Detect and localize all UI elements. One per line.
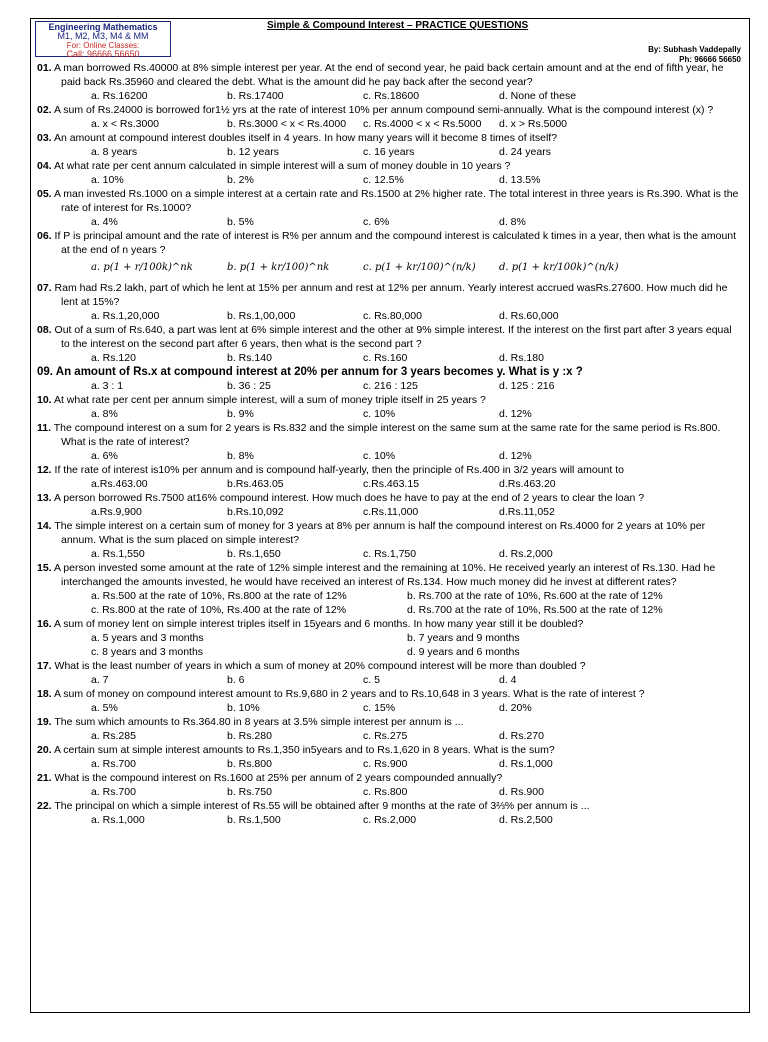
question-item [37, 229, 741, 257]
question-item [37, 715, 741, 729]
option-d: d. 13.5% [499, 174, 541, 186]
question-item [37, 519, 741, 547]
option-c: c. 5 [363, 674, 380, 686]
option-row [37, 477, 741, 491]
option-a: a. Rs.700 [91, 758, 136, 770]
option-c: c. 6% [363, 216, 390, 228]
option-c: c. 16 years [363, 146, 415, 158]
question-number: 15. [37, 562, 52, 574]
question-item [37, 187, 741, 215]
option-c: c. Rs.275 [363, 730, 408, 742]
question-list [31, 61, 749, 827]
author-phone: Ph: 96666 56650 [679, 55, 741, 64]
option-c: c.Rs.463.15 [363, 478, 420, 490]
option-row [37, 117, 741, 131]
option-c: c.Rs.11,000 [363, 506, 419, 518]
option-c: c. Rs.4000 < x < Rs.5000 [363, 118, 482, 130]
option-c: c. 10% [363, 408, 396, 420]
option-c: c. 8 years and 3 months [91, 646, 204, 658]
course-logo [35, 21, 171, 57]
option-d: d. 24 years [499, 146, 551, 158]
author-name: By: Subhash Vaddepally [648, 45, 741, 54]
option-d: d. Rs.900 [499, 786, 544, 798]
option-row [37, 173, 741, 187]
question-number: 02. [37, 104, 52, 116]
question-number: 17. [37, 660, 52, 672]
question-number: 16. [37, 618, 52, 630]
question-number: 20. [37, 744, 52, 756]
question-text: If the rate of interest is10% per annum and is compound half-yearly, then the principle of Rs.400 in 3/2 years will amount to [54, 464, 624, 476]
option-c: c. p(1 + kr/100)^(n/k) [363, 262, 476, 273]
option-a: a. Rs.500 at the rate of 10%, Rs.800 at the rate of 12% [91, 590, 347, 602]
question-number: 14. [37, 520, 52, 532]
option-b: b. 7 years and 9 months [407, 632, 520, 644]
option-row [37, 351, 741, 365]
question-text: An amount of Rs.x at compound interest at 20% per annum for 3 years becomes y. What is y :x ? [55, 366, 583, 378]
option-d: d. None of these [499, 90, 577, 102]
page-title: Simple & Compound Interest – PRACTICE QUESTIONS [267, 20, 529, 31]
option-d: d. 4 [499, 674, 517, 686]
question-item [37, 687, 741, 701]
option-b: b. Rs.140 [227, 352, 272, 364]
question-text: A sum of money on compound interest amount to Rs.9,680 in 2 years and to Rs.10,648 in 3 years. What is the rate of interest ? [53, 688, 645, 700]
option-c: c. 216 : 125 [363, 380, 418, 392]
option-b: b. Rs.1,00,000 [227, 310, 296, 322]
question-number: 11. [37, 422, 52, 434]
question-number: 12. [37, 464, 52, 476]
option-row [37, 547, 741, 561]
question-item [37, 491, 741, 505]
question-text: A certain sum at simple interest amounts to Rs.1,350 in5years and to Rs.1,620 in 8 years. What is the sum? [53, 744, 555, 756]
question-number: 10. [37, 394, 52, 406]
option-b: b. 9% [227, 408, 254, 420]
question-number: 08. [37, 324, 52, 336]
option-row [37, 449, 741, 463]
question-text: The sum which amounts to Rs.364.80 in 8 years at 3.5% simple interest per annum is ... [54, 716, 464, 728]
question-item [37, 365, 741, 379]
option-d: d. x > Rs.5000 [499, 118, 567, 130]
option-d: d. Rs.2,500 [499, 814, 553, 826]
option-d: d.Rs.463.20 [499, 478, 556, 490]
question-item [37, 659, 741, 673]
option-c: c. Rs.160 [363, 352, 408, 364]
logo-line-2: M1, M2, M3, M4 & MM [57, 31, 149, 41]
question-item [37, 799, 741, 813]
option-d: d. p(1 + kr/100k)^(n/k) [499, 262, 619, 273]
option-b: b. Rs.17400 [227, 90, 284, 102]
option-c: c. 12.5% [363, 174, 404, 186]
option-a: a. Rs.1,000 [91, 814, 145, 826]
option-d: d. 8% [499, 216, 526, 228]
option-d: d. Rs.180 [499, 352, 544, 364]
option-a: a. Rs.16200 [91, 90, 148, 102]
option-row [37, 729, 741, 743]
question-item [37, 103, 741, 117]
question-text: The principal on which a simple interest of Rs.55 will be obtained after 9 months at the rate of 3⅔% per annum is ... [54, 800, 590, 812]
option-d: d. Rs.1,000 [499, 758, 553, 770]
question-number: 06. [37, 230, 52, 242]
option-a: a. p(1 + r/100k)^nk [91, 262, 193, 273]
option-b: b. Rs.280 [227, 730, 272, 742]
option-a: a. Rs.1,550 [91, 548, 145, 560]
option-row [37, 757, 741, 771]
option-a: a. Rs.1,20,000 [91, 310, 160, 322]
option-a: a. Rs.120 [91, 352, 136, 364]
question-text: A person invested some amount at the rate of 12% simple interest and the remaining at 10%. He received yearly an interest of Rs.130. Had he interchanged the amounts invested, he would have received an interest of Rs.134. How much money did he invest at different rates? [53, 562, 716, 588]
question-number: 01. [37, 62, 52, 74]
option-b: b. p(1 + kr/100)^nk [227, 262, 330, 273]
question-text: A man invested Rs.1000 on a simple interest at a certain rate and Rs.1500 at 2% higher rate. The total interest in three years is Rs.390. What is the rate of interest for Rs.1000? [53, 188, 739, 214]
option-d: d. 125 : 216 [499, 380, 555, 392]
option-d: d. 12% [499, 450, 532, 462]
question-number: 03. [37, 132, 52, 144]
option-d: d. 9 years and 6 months [407, 646, 520, 658]
option-d: d. Rs.60,000 [499, 310, 559, 322]
option-a: a. x < Rs.3000 [91, 118, 159, 130]
option-row [37, 813, 741, 827]
question-number: 21. [37, 772, 52, 784]
question-text: Out of a sum of Rs.640, a part was lent at 6% simple interest and the other at 9% simple interest. If the interest on the first part after 3 years equal to the interest on the second part after 6 years, then what is the second part ? [54, 324, 732, 350]
option-a: a.Rs.463.00 [91, 478, 148, 490]
option-b: b. Rs.3000 < x < Rs.4000 [227, 118, 347, 130]
option-b: b. 12 years [227, 146, 279, 158]
question-text: The simple interest on a certain sum of money for 3 years at 8% per annum is half the compound interest on Rs.4000 for 2 years at 10% per annum. What is the sum placed on simple interest? [54, 520, 706, 546]
option-d: d.Rs.11,052 [499, 506, 555, 518]
author-info [648, 45, 741, 65]
option-b: b. 2% [227, 174, 254, 186]
worksheet-page [30, 18, 750, 1013]
option-a: a. 10% [91, 174, 124, 186]
question-text: A sum of Rs.24000 is borrowed for1½ yrs at the rate of interest 10% per annum compound semi-annually. What is the compound interest (x) ? [53, 104, 714, 116]
question-item [37, 463, 741, 477]
question-text: What is the least number of years in which a sum of money at 20% compound interest will be more than doubled ? [54, 660, 586, 672]
option-a: a. 4% [91, 216, 118, 228]
question-number: 19. [37, 716, 52, 728]
option-c: c. Rs.900 [363, 758, 408, 770]
option-b: b. 10% [227, 702, 260, 714]
option-b: b. 36 : 25 [227, 380, 271, 392]
option-b: b.Rs.10,092 [227, 506, 284, 518]
question-item [37, 61, 741, 89]
option-a: a. 7 [91, 674, 109, 686]
option-row [37, 701, 741, 715]
question-number: 04. [37, 160, 52, 172]
option-b: b. Rs.750 [227, 786, 272, 798]
question-text: If P is principal amount and the rate of interest is R% per annum and the compound interest is calculated k times in a year, then what is the amount at the end of n years ? [54, 230, 737, 256]
question-number: 09. [37, 366, 53, 378]
option-d: d. 12% [499, 408, 532, 420]
question-number: 13. [37, 492, 52, 504]
option-c: c. Rs.1,750 [363, 548, 417, 560]
option-b: b. 6 [227, 674, 245, 686]
question-item [37, 323, 741, 351]
question-number: 22. [37, 800, 52, 812]
question-text: At what rate per cent annum calculated in simple interest will a sum of money double in 10 years ? [53, 160, 511, 172]
option-c: c. Rs.80,000 [363, 310, 422, 322]
option-row [37, 379, 741, 393]
logo-line-1: Engineering Mathematics [48, 22, 158, 32]
question-item [37, 159, 741, 173]
page-header [31, 19, 749, 64]
option-a: a. 8% [91, 408, 118, 420]
option-grid [37, 631, 741, 659]
option-grid [37, 589, 741, 617]
option-b: b.Rs.463.05 [227, 478, 284, 490]
option-c: c. Rs.2,000 [363, 814, 417, 826]
question-text: A man borrowed Rs.40000 at 8% simple interest per year. At the end of second year, he paid back certain amount and at the end of fifth year, he paid back Rs.35960 and cleared the debt. What is the amount did he pay back after the second year? [53, 62, 724, 88]
question-item [37, 131, 741, 145]
option-b: b. Rs.1,650 [227, 548, 281, 560]
option-a: a. Rs.285 [91, 730, 136, 742]
option-b: b. 5% [227, 216, 254, 228]
question-number: 18. [37, 688, 52, 700]
option-d: d. Rs.700 at the rate of 10%, Rs.500 at the rate of 12% [407, 604, 663, 616]
option-b: b. 8% [227, 450, 254, 462]
option-a: a. 8 years [91, 146, 138, 158]
option-d: d. Rs.270 [499, 730, 544, 742]
question-item [37, 617, 741, 631]
question-item [37, 743, 741, 757]
option-c: c. 10% [363, 450, 396, 462]
logo-line-4: Call: 96666 56650 [66, 49, 140, 59]
option-row [37, 145, 741, 159]
option-row [37, 673, 741, 687]
option-row [37, 309, 741, 323]
option-c: c. Rs.800 at the rate of 10%, Rs.400 at the rate of 12% [91, 604, 347, 616]
option-b: b. Rs.1,500 [227, 814, 281, 826]
option-b: b. Rs.700 at the rate of 10%, Rs.600 at the rate of 12% [407, 590, 663, 602]
option-a: a. 5 years and 3 months [91, 632, 204, 644]
question-text: An amount at compound interest doubles itself in 4 years. In how many years will it become 8 times of itself? [53, 132, 558, 144]
logo-line-3: For: Online Classes: [66, 41, 140, 50]
option-c: c. Rs.18600 [363, 90, 420, 102]
option-row [37, 257, 741, 281]
question-number: 07. [37, 282, 52, 294]
option-row [37, 215, 741, 229]
question-text: At what rate per cent per annum simple interest, will a sum of money triple itself in 25 years ? [53, 394, 486, 406]
question-number: 05. [37, 188, 52, 200]
option-c: c. 15% [363, 702, 396, 714]
option-a: a.Rs.9,900 [91, 506, 142, 518]
option-d: d. 20% [499, 702, 532, 714]
question-item [37, 561, 741, 589]
option-a: a. Rs.700 [91, 786, 136, 798]
question-text: What is the compound interest on Rs.1600 at 25% per annum of 2 years compounded annually? [54, 772, 503, 784]
question-text: A person borrowed Rs.7500 at16% compound interest. How much does he have to pay at the end of 2 years to clear the loan ? [53, 492, 645, 504]
question-text: The compound interest on a sum for 2 years is Rs.832 and the simple interest on the same sum at the same rate for the same period is Rs.800. What is the rate of interest? [53, 422, 721, 448]
question-item [37, 771, 741, 785]
option-a: a. 3 : 1 [91, 380, 124, 392]
question-item [37, 281, 741, 309]
question-item [37, 393, 741, 407]
option-c: c. Rs.800 [363, 786, 408, 798]
question-text: A sum of money lent on simple interest triples itself in 15years and 6 months. In how many year still it be doubled? [53, 618, 584, 630]
option-row [37, 89, 741, 103]
question-text: Ram had Rs.2 lakh, part of which he lent at 15% per annum and rest at 12% per annum. Yearly interest accrued wasRs.27600. How much did he lent at 15%? [54, 282, 728, 308]
question-item [37, 421, 741, 449]
option-row [37, 407, 741, 421]
option-b: b. Rs.800 [227, 758, 272, 770]
option-row [37, 505, 741, 519]
option-a: a. 5% [91, 702, 118, 714]
option-a: a. 6% [91, 450, 118, 462]
option-d: d. Rs.2,000 [499, 548, 553, 560]
option-row [37, 785, 741, 799]
